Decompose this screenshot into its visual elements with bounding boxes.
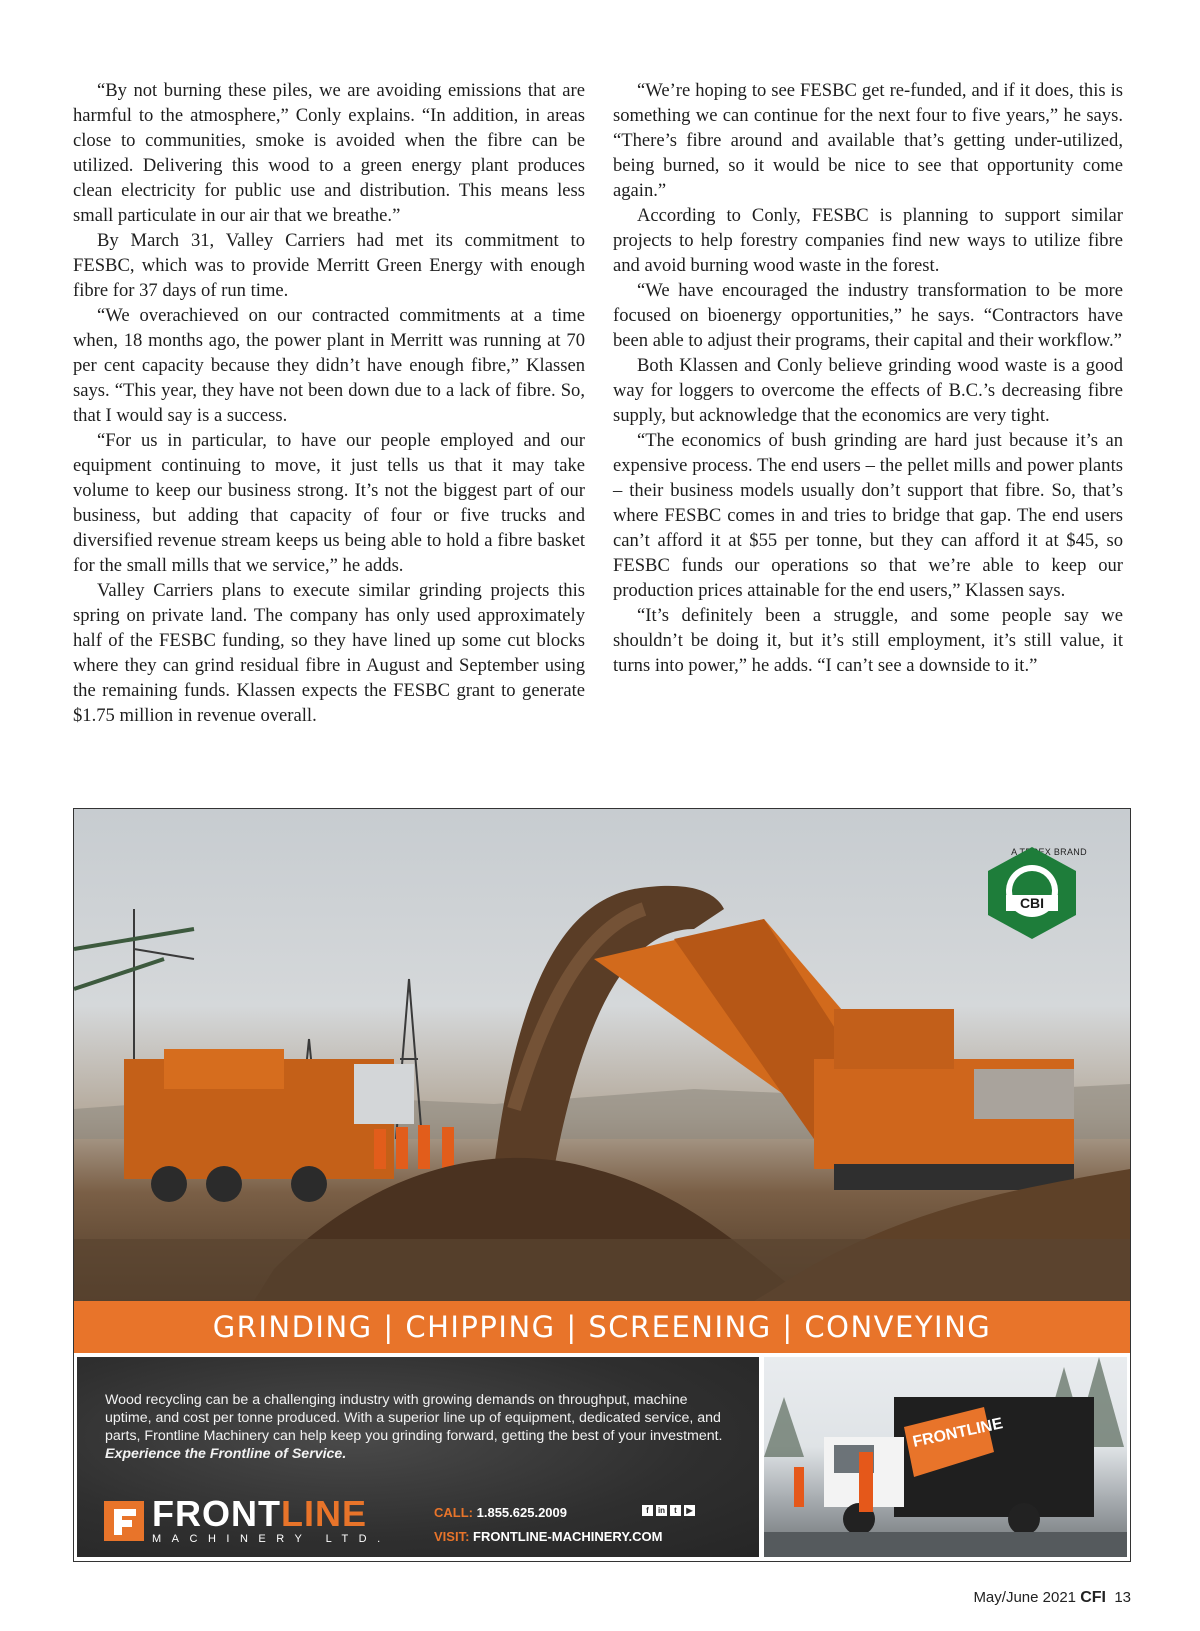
cbi-logo-text: CBI bbox=[1019, 895, 1045, 911]
cbi-bear-icon bbox=[984, 845, 1080, 941]
paragraph: According to Conly, FESBC is planning to support similar projects to help forestry companies find new ways to utilize fibre and avoid burning wood waste in the forest. bbox=[613, 205, 1123, 276]
page-number: 13 bbox=[1114, 1589, 1131, 1606]
promo-tagline: Experience the Frontline of Service. bbox=[105, 1446, 347, 1462]
linkedin-icon[interactable]: in bbox=[657, 1506, 666, 1515]
paragraph: “By not burning these piles, we are avoiding emissions that are harmful to the atmosphere,” Conly explains. “In addition, in areas close to communities, smoke is avoided when the fibre can be utilized. Delivering this wood to a green energy plant produces clean electricity for public use and distribution. This means less small particulate in our air that we breathe.” bbox=[73, 80, 585, 226]
paragraph: “For us in particular, to have our people employed and our equipment continuing to move, it just tells us that it may take volume to keep our business strong. It’s not the biggest part of our business, but adding that capacity of four or five trucks and diversified revenue stream keeps us being able to hold a fibre basket for the small mills that we service,” he adds. bbox=[73, 430, 585, 576]
grinder-photo bbox=[74, 809, 1130, 1301]
paragraph: “We overachieved on our contracted commitments at a time when, 18 months ago, the power plant in Merritt was running at 70 per cent capacity because they didn’t have enough fibre,” Klassen says. “This year, they have not been down due to a lack of fibre. So, that I would say is a success. bbox=[73, 305, 585, 426]
paragraph: “It’s definitely been a struggle, and some people say we shouldn’t be doing it, but it’s still employment, it’s still value, it turns into power,” he adds. “I can’t see a downside to it.” bbox=[613, 605, 1123, 676]
service-truck-illustration bbox=[764, 1357, 1127, 1557]
visit-row bbox=[434, 1525, 734, 1549]
paragraph: By March 31, Valley Carriers had met its commitment to FESBC, which was to provide Merritt Green Energy with enough fibre for 37 days of run time. bbox=[73, 230, 585, 301]
frontline-logo bbox=[104, 1493, 391, 1545]
call-label: CALL: bbox=[434, 1505, 473, 1520]
social-icons bbox=[642, 1505, 695, 1516]
grinding-site-illustration bbox=[74, 809, 1130, 1301]
twitter-icon[interactable]: t bbox=[670, 1505, 681, 1516]
paragraph: “The economics of bush grinding are hard just because it’s an expensive process. The end users – the pellet mills and power plants – their business models usually don’t support that fibre. So, that’s where FESBC comes in and tries to bridge that gap. The end users can’t afford it at $55 per tonne, but they can afford it at $45, so FESBC funds our operations so that we’re able to keep our production prices attainable for the end users,” Klassen says. bbox=[613, 430, 1123, 601]
promo-copy bbox=[105, 1391, 735, 1463]
phone-number[interactable]: 1.855.625.2009 bbox=[476, 1505, 567, 1520]
magazine-name: CFI bbox=[1080, 1589, 1106, 1606]
visit-label: VISIT: bbox=[434, 1529, 470, 1544]
issue-date: May/June 2021 bbox=[973, 1589, 1077, 1606]
article-right-column bbox=[613, 78, 1123, 678]
truck-logo-text: FRONTLINE bbox=[911, 1415, 1005, 1451]
paragraph: Valley Carriers plans to execute similar grinding projects this spring on private land. The company has only used approximately half of the FESBC funding, so they have lined up some cut blocks where they can grind residual fibre in August and September using the remaining funds. Klassen expects the FESBC grant to generate $1.75 million in revenue overall. bbox=[73, 580, 585, 726]
website-link[interactable]: FRONTLINE-MACHINERY.COM bbox=[473, 1529, 663, 1544]
services-banner-text: GRINDING | CHIPPING | SCREENING | CONVEYING bbox=[212, 1310, 992, 1344]
facebook-icon[interactable]: f bbox=[642, 1505, 653, 1516]
article-left-column bbox=[73, 78, 585, 728]
brand-word-front: FRONT bbox=[152, 1493, 281, 1534]
services-banner bbox=[74, 1301, 1130, 1353]
paragraph: “We’re hoping to see FESBC get re-funded, and if it does, this is something we can continue for the next four to five years,” he says. “There’s fibre around and available that’s getting under-utilized, being burned, so it would be nice to see that opportunity come again.” bbox=[613, 80, 1123, 201]
brand-word-line: LINE bbox=[280, 1493, 367, 1534]
cbi-logo bbox=[984, 845, 1114, 911]
frontline-f-icon bbox=[104, 1501, 144, 1541]
page-footer bbox=[973, 1589, 1131, 1607]
brand-subtitle: MACHINERY LTD. bbox=[152, 1533, 391, 1545]
service-truck-photo bbox=[764, 1357, 1127, 1557]
promo-text: Wood recycling can be a challenging industry with growing demands on throughput, machine uptime, and cost per tonne produced. With a superior line up of equipment, dedicated service, and parts, Frontline Machinery can help keep you grinding forward, getting the best of your investment. bbox=[105, 1392, 723, 1444]
cbi-tagline: A TEREX BRAND bbox=[1011, 847, 1087, 857]
advertisement bbox=[73, 808, 1131, 1562]
paragraph: “We have encouraged the industry transformation to be more focused on bioenergy opportunities,” he says. “Contractors have been able to adjust their programs, their capital and their workflow.” bbox=[613, 280, 1123, 351]
paragraph: Both Klassen and Conly believe grinding wood waste is a good way for loggers to overcome the effects of B.C.’s decreasing fibre supply, but acknowledge that the economics are very tight. bbox=[613, 355, 1123, 426]
youtube-icon[interactable]: ▶ bbox=[684, 1505, 695, 1516]
promo-panel bbox=[77, 1357, 759, 1557]
